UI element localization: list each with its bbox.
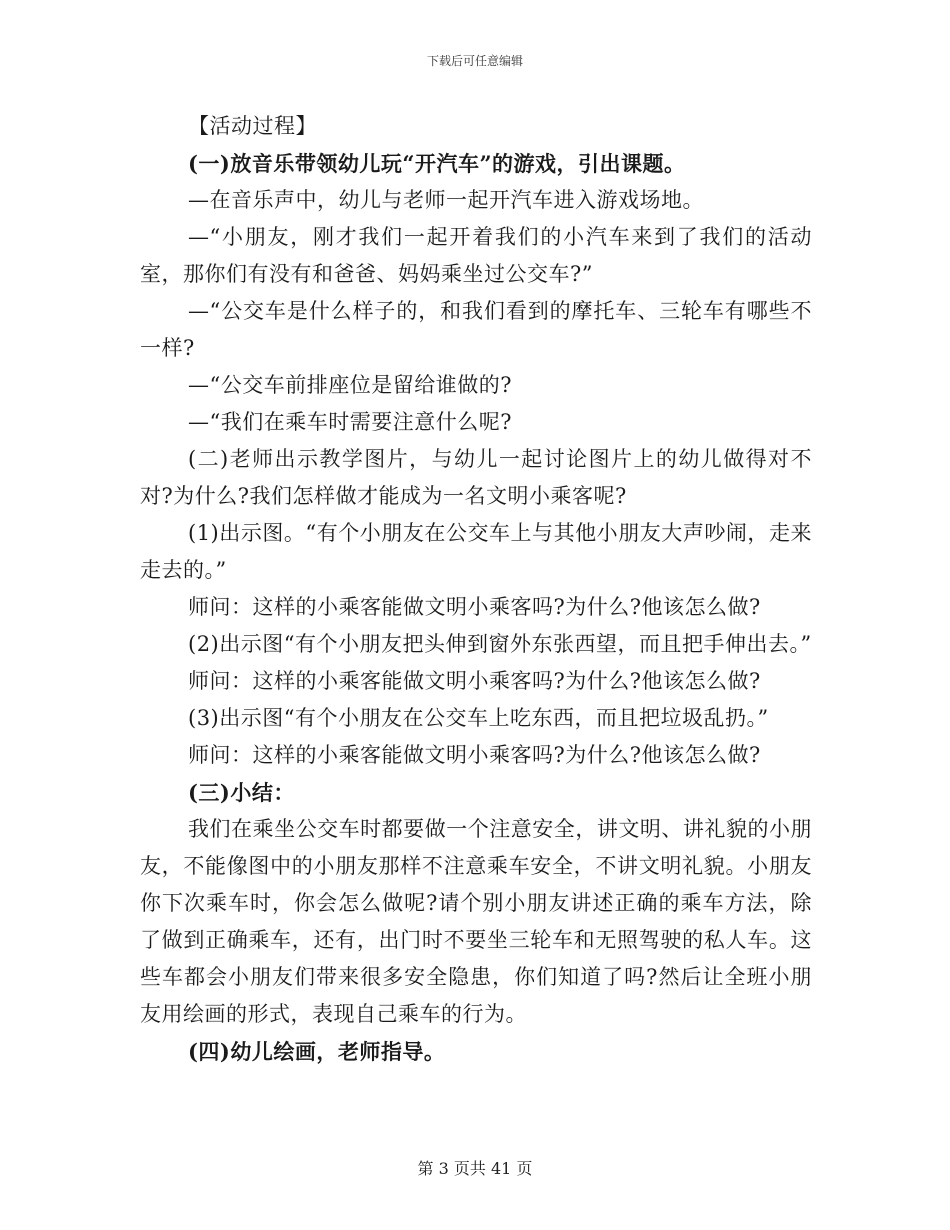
paragraph: —“公交车是什么样子的，和我们看到的摩托车、三轮车有哪些不一样? xyxy=(140,299,812,360)
page-footer: 第 3 页共 41 页 xyxy=(417,1159,533,1178)
paragraph: 师问：这样的小乘客能做文明小乘客吗?为什么?他该怎么做? xyxy=(188,669,761,693)
paragraph: —“我们在乘车时需要注意什么呢? xyxy=(188,410,512,434)
paragraph: (3)出示图“有个小朋友在公交车上吃东西，而且把垃圾乱扔。” xyxy=(188,706,769,730)
step-4-heading: (四)幼儿绘画，老师指导。 xyxy=(188,1039,446,1064)
paragraph: (1)出示图。“有个小朋友在公交车上与其他小朋友大声吵闹，走来走去的。” xyxy=(140,521,812,582)
paragraph: —在音乐声中，幼儿与老师一起开汽车进入游戏场地。 xyxy=(188,188,704,212)
paragraph: 师问：这样的小乘客能做文明小乘客吗?为什么?他该怎么做? xyxy=(188,743,761,767)
paragraph: —“公交车前排座位是留给谁做的? xyxy=(188,373,512,397)
section-heading-activity-process: 【活动过程】 xyxy=(188,114,317,138)
step-2-paragraph: (二)老师出示教学图片，与幼儿一起讨论图片上的幼儿做得对不对?为什么?我们怎样做才能成为一名文明小乘客呢? xyxy=(140,447,812,508)
paragraph: —“小朋友，刚才我们一起开着我们的小汽车来到了我们的活动室，那你们有没有和爸爸、妈妈乘坐过公交车?” xyxy=(140,225,812,286)
paragraph: 师问：这样的小乘客能做文明小乘客吗?为什么?他该怎么做? xyxy=(188,595,761,619)
paragraph: (2)出示图“有个小朋友把头伸到窗外东张西望，而且把手伸出去。” xyxy=(188,632,812,656)
summary-paragraph: 我们在乘坐公交车时都要做一个注意安全，讲文明、讲礼貌的小朋友，不能像图中的小朋友那样不注意乘车安全，不讲文明礼貌。小朋友你下次乘车时，你会怎么做呢?请个别小朋友讲述正确的乘车方法，除了做到正确乘车，还有，出门时不要坐三轮车和无照驾驶的私人车。这些车都会小朋友们带来很多安全隐患，你们知道了吗?然后让全班小朋友用绘画的形式，表现自己乘车的行为。 xyxy=(140,817,812,1026)
document-body xyxy=(140,108,812,1070)
step-1-heading: (一)放音乐带领幼儿玩“开汽车”的游戏，引出课题。 xyxy=(188,151,686,176)
page-header: 下载后可任意编辑 xyxy=(426,54,523,68)
step-3-heading: (三)小结： xyxy=(188,780,295,805)
